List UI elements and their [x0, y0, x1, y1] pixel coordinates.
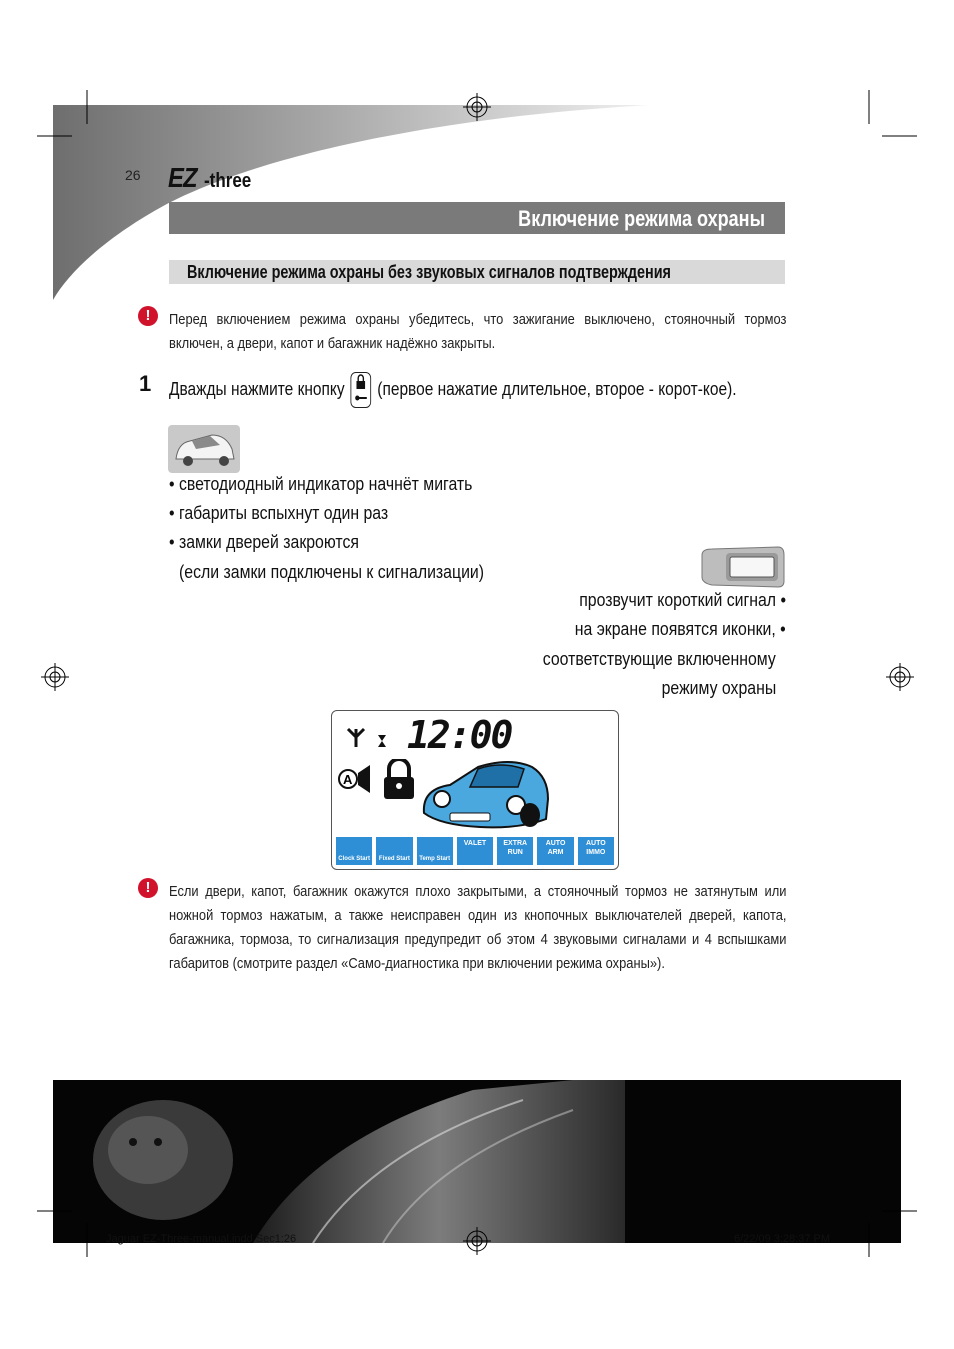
- remote-result-4: режиму охраны: [661, 678, 776, 698]
- registration-mark-right: [885, 662, 915, 692]
- lcd-car-icon: [420, 753, 552, 835]
- svg-text:A: A: [343, 772, 353, 787]
- lcd-icon-clock-start: Clock Start: [336, 837, 372, 865]
- logo-ez: EZ: [168, 162, 197, 193]
- lcd-icon-temp-start: Temp Start: [417, 837, 453, 865]
- remote-result-3: соответствующие включенному: [542, 649, 776, 669]
- lcd-mode-icons: [336, 837, 614, 865]
- subsection-title-bar: [169, 260, 785, 284]
- lcd-display: [331, 710, 619, 870]
- car-result-1: • светодиодный индикатор начнёт мигать: [169, 474, 473, 494]
- lock-button-icon: [351, 372, 372, 408]
- remote-icon: [698, 545, 786, 589]
- step-number: 1: [139, 371, 152, 396]
- logo-three: -three: [204, 170, 252, 192]
- subsection-title: Включение режима охраны без звуковых сигналов подтверждения: [187, 262, 671, 282]
- print-slug-right: 6/22/09 3:28:37 PM: [734, 1233, 831, 1245]
- warning-icon: !: [138, 306, 158, 326]
- antenna-icon: [346, 727, 386, 749]
- registration-mark-left: [40, 662, 70, 692]
- warning-icon: !: [138, 878, 158, 898]
- page-number: 26: [125, 167, 141, 183]
- lcd-icon-valet: VALET: [457, 837, 493, 865]
- lcd-icon-fixed-start: Fixed Start: [376, 837, 412, 865]
- warning-note-1: Перед включением режима охраны убедитесь, что зажигание выключено, стояночный тормоз включен, а двери, капот и багажник надёжно закрыты.: [169, 311, 787, 352]
- section-title: Включение режима охраны: [518, 206, 765, 231]
- bottom-crop-marks: [0, 1195, 954, 1265]
- warning-note-2: Если двери, капот, багажник окажутся плохо закрытыми, а стояночный тормоз не затянутым или ножной тормоз нажатым, а также неисправен один из кнопочных выключателей дверей, капота, багажника, тормоза, то сигнализация предупредит об этом 4 звуковыми сигналами и 4 вспышками габаритов (смотрите раздел «Само-диагностика при включении режима охраны»).: [169, 883, 787, 972]
- car-result-2: • габариты вспыхнут один раз: [169, 503, 389, 523]
- step-text-before: Дважды нажмите кнопку: [169, 379, 345, 399]
- lcd-icon-extra-run: EXTRA RUN: [497, 837, 533, 865]
- lcd-icon-auto-arm: AUTO ARM: [537, 837, 573, 865]
- print-slug-left: Jaguar EZ-Three-manual.indd Sec1:26: [106, 1233, 297, 1245]
- car-result-4: (если замки подключены к сигнализации): [179, 562, 485, 582]
- car-icon: [168, 425, 240, 473]
- lcd-time: 12:00: [407, 713, 512, 757]
- lcd-icon-auto-immo: AUTO IMMO: [578, 837, 614, 865]
- siren-lock-icon: [336, 759, 420, 801]
- remote-result-1: прозвучит короткий сигнал •: [579, 590, 786, 610]
- remote-result-2: на экране появятся иконки, •: [575, 619, 786, 639]
- step-text-after: (первое нажатие длительное, второе - корот-кое).: [377, 379, 737, 399]
- step-text: [169, 372, 788, 408]
- car-result-3: • замки дверей закроются: [169, 532, 359, 552]
- section-title-bar: [169, 202, 785, 234]
